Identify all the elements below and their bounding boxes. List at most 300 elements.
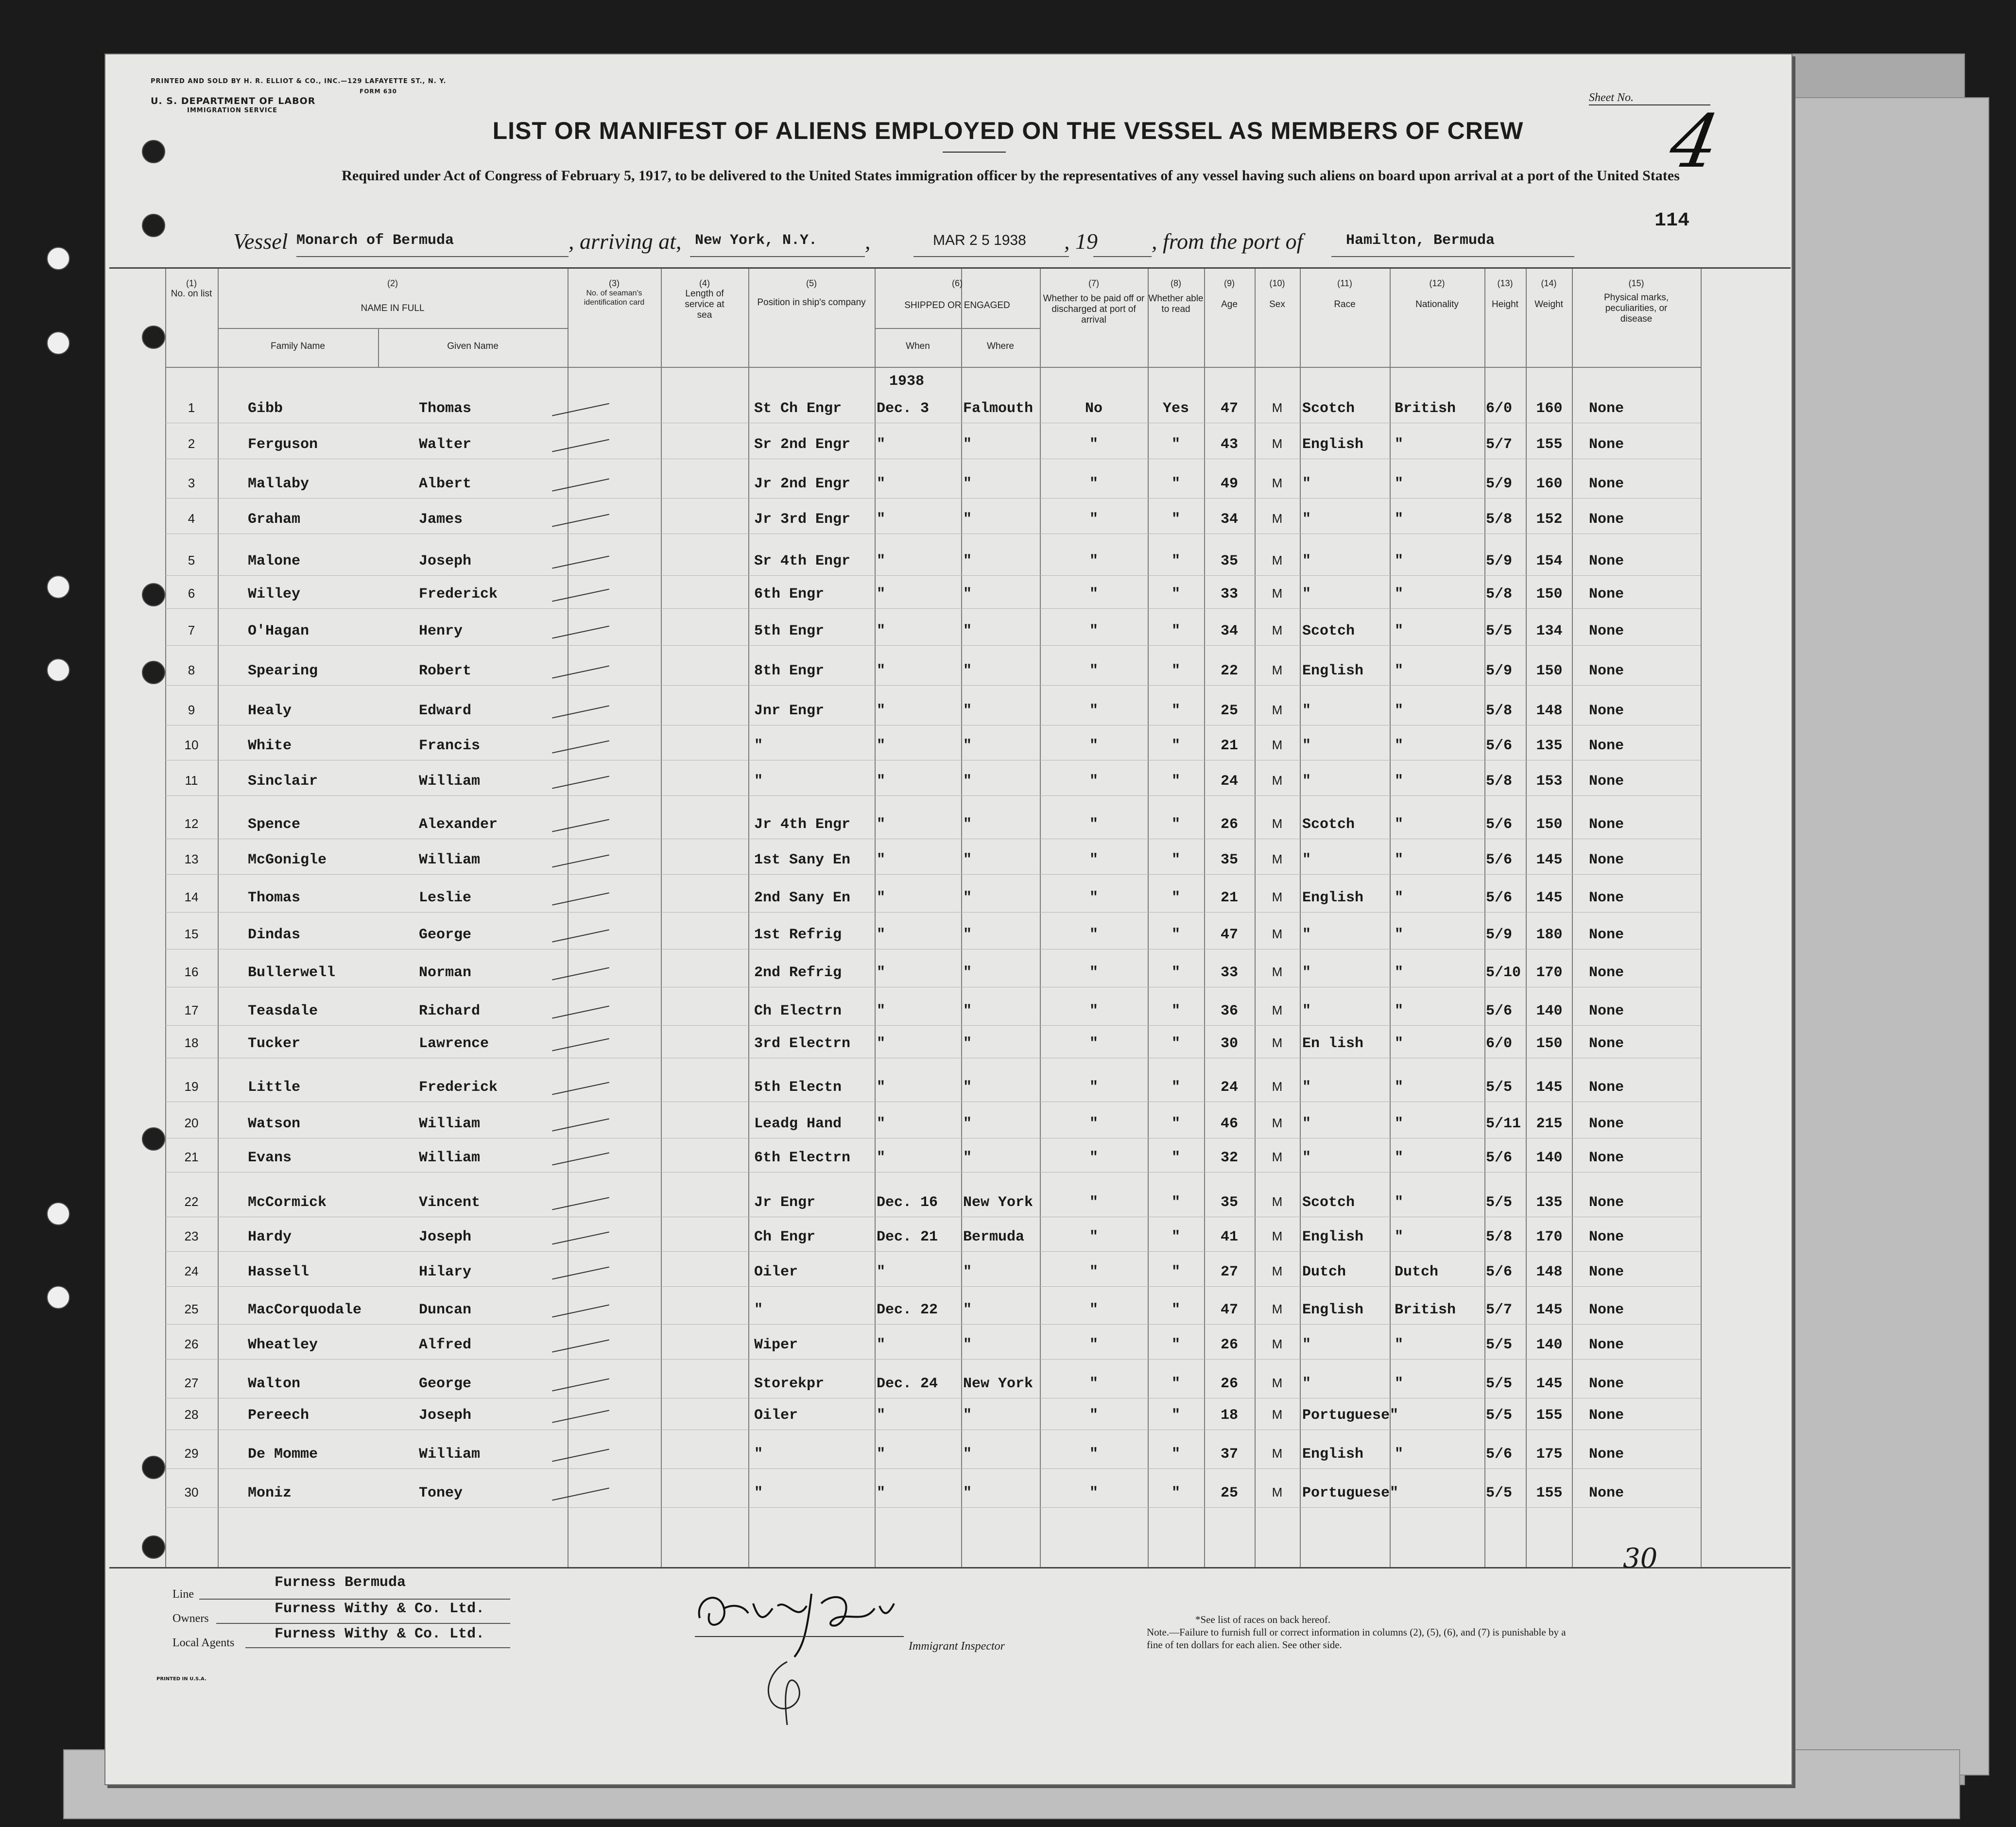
document-title: LIST OR MANIFEST OF ALIENS EMPLOYED ON THE VESSEL AS MEMBERS OF CREW	[492, 117, 1524, 144]
row-rule	[165, 1286, 1701, 1287]
nationality: "	[1395, 436, 1404, 453]
weight: 134	[1536, 623, 1563, 639]
title-rule	[943, 152, 1006, 153]
col11-label: Race	[1334, 299, 1356, 310]
race: Dutch	[1302, 1264, 1346, 1280]
age: 37	[1220, 1446, 1238, 1463]
shipped-where: "	[963, 890, 972, 906]
race: "	[1302, 1150, 1311, 1166]
sex: M	[1272, 1407, 1283, 1422]
fill-line	[216, 1623, 510, 1624]
height: 5/5	[1486, 1079, 1513, 1096]
sex: M	[1272, 663, 1283, 677]
race: English	[1302, 1302, 1364, 1318]
row-rule	[165, 575, 1701, 576]
shipped-when: "	[877, 663, 886, 679]
age: 35	[1220, 553, 1238, 569]
weight: 135	[1536, 738, 1563, 754]
race: English	[1302, 663, 1364, 679]
fill-line	[245, 1647, 510, 1648]
nationality: "	[1395, 1194, 1404, 1211]
weight: 145	[1536, 1079, 1563, 1096]
shipped-when: "	[877, 623, 886, 639]
binder-hole	[142, 326, 165, 349]
weight: 180	[1536, 927, 1563, 943]
age: 24	[1220, 1079, 1238, 1096]
shipped-when: "	[877, 773, 886, 790]
col9-number: (9)	[1224, 278, 1235, 288]
col5-number: (5)	[806, 278, 817, 288]
race: English	[1302, 1446, 1364, 1463]
given-name: Frederick	[419, 1079, 498, 1096]
given-name: Duncan	[419, 1302, 472, 1318]
header-subline	[218, 328, 568, 329]
row-number: 4	[188, 511, 195, 526]
height: 5/9	[1486, 553, 1513, 569]
shipped-when: "	[877, 738, 886, 754]
nationality: "	[1395, 1035, 1404, 1052]
able-to-read: "	[1171, 890, 1180, 906]
age: 43	[1220, 436, 1238, 453]
height: 5/6	[1486, 1264, 1513, 1280]
race: "	[1302, 1376, 1311, 1392]
line-value: Furness Bermuda	[275, 1574, 406, 1591]
paid-off: "	[1089, 1116, 1098, 1132]
family-name: Spearing	[248, 663, 318, 679]
sex: M	[1272, 773, 1283, 788]
sheet-code: 114	[1654, 210, 1690, 232]
family-name: Tucker	[248, 1035, 301, 1052]
shipped-when: "	[877, 965, 886, 981]
height: 5/10	[1486, 965, 1521, 981]
position: "	[754, 1446, 763, 1463]
shipped-when: Dec. 24	[877, 1376, 938, 1392]
position: Jr 4th Engr	[754, 816, 851, 833]
physical-marks: None	[1589, 890, 1624, 906]
sex: M	[1272, 476, 1283, 490]
col6-number: (6)	[952, 278, 963, 288]
sex: M	[1272, 1229, 1283, 1243]
nationality: "	[1395, 773, 1404, 790]
height: 5/5	[1486, 1337, 1513, 1353]
shipped-when: "	[877, 1337, 886, 1353]
paid-off: "	[1089, 773, 1098, 790]
row-number: 2	[188, 436, 195, 451]
physical-marks: None	[1589, 586, 1624, 603]
race: "	[1302, 852, 1311, 868]
weight: 154	[1536, 553, 1563, 569]
column-divider	[1255, 269, 1256, 1567]
weight: 170	[1536, 1229, 1563, 1245]
able-to-read: "	[1171, 965, 1180, 981]
family-name: Wheatley	[248, 1337, 318, 1353]
given-name: Francis	[419, 738, 481, 754]
physical-marks: None	[1589, 1116, 1624, 1132]
inspector-signature	[690, 1579, 904, 1735]
back-sheet	[1759, 97, 1989, 1775]
race: "	[1302, 1116, 1311, 1132]
row-rule	[165, 608, 1701, 609]
sex: M	[1272, 1116, 1283, 1130]
shipped-when: Dec. 22	[877, 1302, 938, 1318]
paid-off: "	[1089, 623, 1098, 639]
col14-label: Weight	[1534, 299, 1563, 310]
physical-marks: None	[1589, 1035, 1624, 1052]
given-name: Joseph	[419, 1229, 472, 1245]
row-number: 12	[184, 816, 199, 831]
when-header: When	[906, 341, 930, 351]
race: Scotch	[1302, 1194, 1355, 1211]
col2-label: NAME IN FULL	[361, 303, 425, 313]
sex: M	[1272, 1302, 1283, 1316]
shipped-when: "	[877, 1035, 886, 1052]
col3-number: (3)	[609, 278, 620, 288]
position: "	[754, 1302, 763, 1318]
nationality: "	[1395, 1150, 1404, 1166]
sex: M	[1272, 703, 1283, 717]
row-number: 9	[188, 703, 195, 717]
arrival-port: New York, N.Y.	[695, 232, 818, 249]
service-name: IMMIGRATION SERVICE	[187, 107, 278, 114]
shipped-when: "	[877, 1264, 886, 1280]
family-name: McGonigle	[248, 852, 327, 868]
age: 32	[1220, 1150, 1238, 1166]
position: Ch Engr	[754, 1229, 816, 1245]
able-to-read: "	[1171, 436, 1180, 453]
height: 5/8	[1486, 1229, 1513, 1245]
able-to-read: "	[1171, 816, 1180, 833]
height: 5/8	[1486, 773, 1513, 790]
sex: M	[1272, 553, 1283, 568]
physical-marks: None	[1589, 1337, 1624, 1353]
nationality: "	[1395, 1079, 1404, 1096]
given-name: Albert	[419, 476, 472, 492]
able-to-read: "	[1171, 1407, 1180, 1424]
binder-hole	[47, 658, 70, 682]
position: 2nd Refrig	[754, 965, 842, 981]
nationality: "	[1395, 816, 1404, 833]
height: 6/0	[1486, 1035, 1513, 1052]
col7-label: Whether to be paid off or discharged at port of arrival	[1043, 293, 1145, 325]
row-number: 29	[184, 1446, 199, 1461]
family-name: McCormick	[248, 1194, 327, 1211]
physical-marks: None	[1589, 1407, 1624, 1424]
binder-hole	[142, 661, 165, 684]
family-name: Graham	[248, 511, 301, 528]
sex: M	[1272, 436, 1283, 451]
col1-label: No. on list	[171, 289, 212, 299]
shipped-where: "	[963, 773, 972, 790]
col10-label: Sex	[1269, 299, 1285, 310]
col12-label: Nationality	[1415, 299, 1459, 310]
physical-marks: None	[1589, 1194, 1624, 1211]
paid-off: "	[1089, 703, 1098, 719]
given-name: William	[419, 1150, 481, 1166]
family-name: Healy	[248, 703, 292, 719]
shipped-when: "	[877, 1446, 886, 1463]
age: 30	[1220, 1035, 1238, 1052]
owners-value: Furness Withy & Co. Ltd.	[275, 1601, 485, 1617]
race: English	[1302, 890, 1364, 906]
nationality: "	[1395, 476, 1404, 492]
height: 5/6	[1486, 1446, 1513, 1463]
sex: M	[1272, 1264, 1283, 1278]
paid-off: "	[1089, 1194, 1098, 1211]
physical-marks: None	[1589, 738, 1624, 754]
able-to-read: "	[1171, 1229, 1180, 1245]
sex: M	[1272, 1003, 1283, 1017]
given-name: Hilary	[419, 1264, 472, 1280]
given-name: Norman	[419, 965, 472, 981]
weight: 155	[1536, 436, 1563, 453]
race: English	[1302, 436, 1364, 453]
position: Jr 3rd Engr	[754, 511, 851, 528]
family-name: De Momme	[248, 1446, 318, 1463]
binder-hole	[142, 583, 165, 606]
shipped-where: "	[963, 553, 972, 569]
age: 33	[1220, 586, 1238, 603]
weight: 175	[1536, 1446, 1563, 1463]
physical-marks: None	[1589, 1376, 1624, 1392]
form-number: FORM 630	[360, 88, 397, 95]
shipped-where: "	[963, 476, 972, 492]
row-number: 15	[184, 927, 199, 941]
weight: 135	[1536, 1194, 1563, 1211]
races-note: *See list of races on back hereof.	[1195, 1614, 1331, 1625]
column-divider	[1300, 269, 1301, 1567]
physical-marks: None	[1589, 852, 1624, 868]
family-name: Evans	[248, 1150, 292, 1166]
penalty-note: Note.—Failure to furnish full or correct information in columns (2), (5), (6), and (7) is punishable by a fine of ten dollars for each alien. See other side.	[1147, 1626, 1566, 1651]
shipped-where: "	[963, 965, 972, 981]
physical-marks: None	[1589, 1003, 1624, 1019]
weight: 155	[1536, 1485, 1563, 1501]
shipped-where: "	[963, 586, 972, 603]
binder-hole	[142, 1456, 165, 1479]
age: 26	[1220, 1376, 1238, 1392]
paid-off: "	[1089, 927, 1098, 943]
position: 5th Electn	[754, 1079, 842, 1096]
position: 6th Engr	[754, 586, 825, 603]
shipped-when: "	[877, 553, 886, 569]
family-name: Malone	[248, 553, 301, 569]
shipped-where: "	[963, 623, 972, 639]
row-number: 21	[184, 1150, 199, 1164]
position: 1st Sany En	[754, 852, 851, 868]
given-name: George	[419, 927, 472, 943]
col8-header	[1148, 278, 1204, 315]
weight: 148	[1536, 703, 1563, 719]
shipped-when: "	[877, 511, 886, 528]
able-to-read: "	[1171, 1116, 1180, 1132]
nationality: "	[1395, 1116, 1404, 1132]
physical-marks: None	[1589, 1229, 1624, 1245]
shipped-when: "	[877, 586, 886, 603]
able-to-read: "	[1171, 1485, 1180, 1501]
col6-label: SHIPPED OR ENGAGED	[904, 300, 1010, 310]
sex: M	[1272, 1446, 1283, 1461]
paid-off: "	[1089, 586, 1098, 603]
race: "	[1302, 738, 1311, 754]
row-number: 16	[184, 965, 199, 979]
nationality: "	[1395, 852, 1404, 868]
col2-number: (2)	[387, 278, 398, 288]
able-to-read: "	[1171, 927, 1180, 943]
physical-marks: None	[1589, 1485, 1624, 1501]
given-name: Frederick	[419, 586, 498, 603]
family-name: Watson	[248, 1116, 301, 1132]
given-name: George	[419, 1376, 472, 1392]
owners-label: Owners	[172, 1612, 209, 1625]
shipped-when: "	[877, 703, 886, 719]
binder-hole	[47, 575, 70, 599]
weight: 150	[1536, 586, 1563, 603]
height: 5/6	[1486, 852, 1513, 868]
age: 47	[1220, 927, 1238, 943]
col7-header	[1040, 278, 1148, 326]
shipped-where: Falmouth	[963, 400, 1034, 417]
able-to-read: "	[1171, 1150, 1180, 1166]
col5-label: Position in ship's company	[757, 297, 866, 308]
binder-hole	[47, 247, 70, 270]
sex: M	[1272, 1035, 1283, 1050]
row-number: 10	[184, 738, 199, 752]
able-to-read: "	[1171, 1446, 1180, 1463]
print-imprint: PRINTED IN U.S.A.	[156, 1676, 207, 1682]
family-name: Hassell	[248, 1264, 310, 1280]
weight: 140	[1536, 1003, 1563, 1019]
col12-header	[1390, 278, 1484, 310]
paid-off: "	[1089, 1150, 1098, 1166]
weight: 170	[1536, 965, 1563, 981]
position: 6th Electrn	[754, 1150, 851, 1166]
col15-number: (15)	[1628, 278, 1644, 288]
age: 35	[1220, 852, 1238, 868]
column-divider	[1484, 269, 1485, 1567]
shipped-where: "	[963, 511, 972, 528]
given-name-header: Given Name	[447, 341, 499, 351]
weight: 153	[1536, 773, 1563, 790]
handwritten-tally: 30	[1623, 1543, 1658, 1574]
height: 5/7	[1486, 436, 1513, 453]
sheet-number-label: Sheet No.	[1589, 91, 1710, 105]
family-name: Hardy	[248, 1229, 292, 1245]
given-name: Alexander	[419, 816, 498, 833]
col4-label: Length of service at sea	[685, 289, 724, 320]
row-number: 1	[188, 400, 195, 415]
table-top-border	[109, 267, 1791, 269]
position: Jnr Engr	[754, 703, 825, 719]
position: Ch Electrn	[754, 1003, 842, 1019]
row-number: 11	[185, 773, 198, 788]
family-name: Bullerwell	[248, 965, 336, 981]
age: 46	[1220, 1116, 1238, 1132]
vessel-name: Monarch of Bermuda	[296, 232, 454, 249]
header-bottom-line	[165, 367, 1701, 368]
col6-header	[875, 278, 1040, 311]
race: Scotch	[1302, 623, 1355, 639]
given-name: Lawrence	[419, 1035, 489, 1052]
family-name: Pereech	[248, 1407, 310, 1424]
row-number: 25	[184, 1302, 199, 1316]
physical-marks: None	[1589, 1302, 1624, 1318]
physical-marks: None	[1589, 1150, 1624, 1166]
paid-off: "	[1089, 1337, 1098, 1353]
physical-marks: None	[1589, 476, 1624, 492]
position: St Ch Engr	[754, 400, 842, 417]
weight: 145	[1536, 1302, 1563, 1318]
able-to-read: "	[1171, 553, 1180, 569]
document-subtitle: Required under Act of Congress of February 5, 1917, to be delivered to the United States immigration officer by the representatives of any vessel having such aliens on board upon arrival at a port of the United States	[342, 168, 1680, 184]
col3-header	[568, 278, 661, 307]
physical-marks: None	[1589, 511, 1624, 528]
fill-line	[1331, 256, 1574, 257]
family-name: Walton	[248, 1376, 301, 1392]
race: "	[1302, 476, 1311, 492]
shipped-where: "	[963, 1003, 972, 1019]
height: 5/6	[1486, 816, 1513, 833]
nationality: "	[1395, 623, 1404, 639]
vessel-line	[233, 228, 1691, 258]
row-rule	[165, 912, 1701, 913]
height: 5/5	[1486, 1194, 1513, 1211]
nationality: "	[1395, 703, 1404, 719]
paid-off: "	[1089, 1485, 1098, 1501]
col1-header	[165, 278, 218, 299]
row-number: 28	[184, 1407, 199, 1422]
col15-label: Physical marks, peculiarities, or disease	[1603, 293, 1669, 324]
row-number: 23	[184, 1229, 199, 1243]
row-rule	[165, 498, 1701, 499]
family-name: Little	[248, 1079, 301, 1096]
paid-off: "	[1089, 890, 1098, 906]
physical-marks: None	[1589, 1264, 1624, 1280]
family-name: Gibb	[248, 400, 283, 417]
from-port: Hamilton, Bermuda	[1346, 232, 1495, 249]
shipped-when: "	[877, 927, 886, 943]
position: 8th Engr	[754, 663, 825, 679]
nationality: "	[1395, 1229, 1404, 1245]
col10-number: (10)	[1269, 278, 1285, 288]
race: En lish	[1302, 1035, 1364, 1052]
family-name-header: Family Name	[271, 341, 325, 351]
age: 25	[1220, 1485, 1238, 1501]
local-agents-value: Furness Withy & Co. Ltd.	[275, 1626, 485, 1642]
column-divider	[1148, 269, 1149, 1567]
weight: 148	[1536, 1264, 1563, 1280]
column-divider	[1390, 269, 1391, 1567]
col4-header	[661, 278, 748, 321]
position: "	[754, 773, 763, 790]
position: 3rd Electrn	[754, 1035, 851, 1052]
sex: M	[1272, 1376, 1283, 1390]
paid-off: "	[1089, 663, 1098, 679]
physical-marks: None	[1589, 816, 1624, 833]
shipped-where: "	[963, 852, 972, 868]
age: 34	[1220, 623, 1238, 639]
binder-hole	[47, 1202, 70, 1225]
row-number: 6	[188, 586, 195, 601]
paid-off: No	[1085, 400, 1103, 417]
column-divider	[1204, 269, 1205, 1567]
department-name: U. S. DEPARTMENT OF LABOR	[151, 96, 316, 106]
able-to-read: "	[1171, 852, 1180, 868]
col11-number: (11)	[1337, 278, 1352, 288]
physical-marks: None	[1589, 553, 1624, 569]
height: 5/7	[1486, 1302, 1513, 1318]
weight: 145	[1536, 890, 1563, 906]
height: 6/0	[1486, 400, 1513, 417]
